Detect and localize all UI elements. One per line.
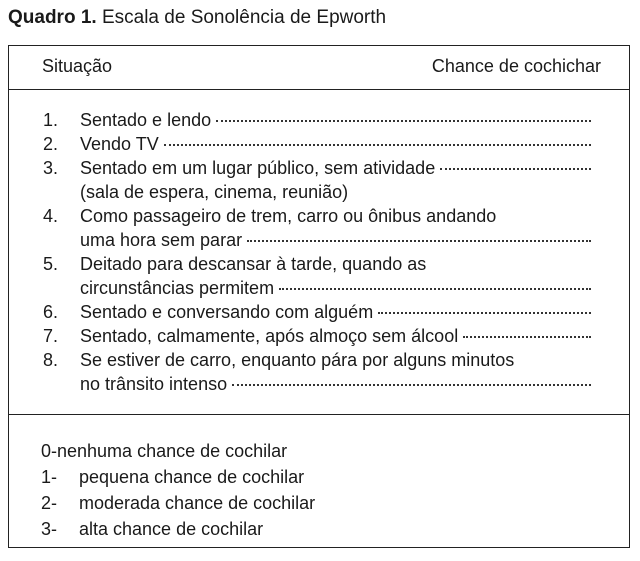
dot-leader	[279, 288, 591, 290]
legend-text: moderada chance de cochilar	[79, 493, 316, 513]
table-header	[9, 46, 629, 90]
legend-text: 0-nenhuma chance de cochilar	[41, 441, 288, 461]
situation-text: Sentado e lendo	[80, 110, 212, 130]
legend-item	[41, 516, 315, 542]
situation-text: Sentado em um lugar público, sem atividade	[80, 158, 436, 178]
dot-leader	[164, 144, 591, 146]
situation-text: Sentado, calmamente, após almoço sem álcool	[80, 326, 459, 346]
situation-text: uma hora sem parar	[80, 230, 243, 250]
legend-item	[41, 438, 315, 464]
situation-line	[80, 324, 591, 348]
header-chance: Chance de cochichar	[431, 56, 601, 76]
situation-body	[80, 156, 591, 204]
situation-item	[43, 324, 591, 348]
header-situation: Situação	[42, 56, 113, 76]
situation-number: 7.	[43, 326, 59, 346]
situation-text: Como passageiro de trem, carro ou ônibus andando	[80, 206, 497, 226]
situation-line	[80, 372, 591, 396]
situation-item	[43, 348, 591, 396]
situation-line	[80, 300, 591, 324]
situation-text: circunstâncias permitem	[80, 278, 275, 298]
dot-leader	[440, 168, 591, 170]
legend-number: 1-	[41, 467, 58, 487]
situations-section	[9, 90, 629, 415]
legend-item	[41, 490, 315, 516]
situation-number: 2.	[43, 134, 59, 154]
legend-number: 3-	[41, 519, 58, 539]
situation-body	[80, 108, 591, 132]
dot-leader	[247, 240, 591, 242]
situation-line	[80, 156, 591, 180]
caption-title: Escala de Sonolência de Epworth	[101, 7, 387, 28]
situation-text: Sentado e conversando com alguém	[80, 302, 374, 322]
legend-number: 2-	[41, 493, 58, 513]
situation-text: (sala de espera, cinema, reunião)	[80, 182, 349, 202]
situation-number: 6.	[43, 302, 59, 322]
situation-number: 5.	[43, 254, 59, 274]
situation-number: 4.	[43, 206, 59, 226]
dot-leader	[232, 384, 591, 386]
situation-body	[80, 348, 591, 396]
situation-item	[43, 156, 591, 204]
dot-leader	[378, 312, 591, 314]
situation-line	[80, 276, 591, 300]
situation-item	[43, 132, 591, 156]
table-caption	[8, 6, 386, 30]
dot-leader	[463, 336, 591, 338]
situation-body	[80, 300, 591, 324]
dot-leader	[216, 120, 591, 122]
situation-text: Deitado para descansar à tarde, quando as	[80, 254, 427, 274]
legend-text: alta chance de cochilar	[79, 519, 264, 539]
situation-line	[80, 108, 591, 132]
situation-body	[80, 132, 591, 156]
epworth-table	[8, 45, 630, 548]
situation-number: 3.	[43, 158, 59, 178]
situation-text: no trânsito intenso	[80, 374, 228, 394]
caption-label: Quadro 1.	[8, 7, 97, 28]
situation-text: Se estiver de carro, enquanto pára por alguns minutos	[80, 350, 515, 370]
legend-section	[9, 415, 629, 547]
situation-body	[80, 324, 591, 348]
situation-line	[80, 132, 591, 156]
situation-item	[43, 300, 591, 324]
situation-text: Vendo TV	[80, 134, 159, 154]
situation-number: 1.	[43, 110, 59, 130]
situation-item	[43, 204, 591, 252]
situation-body	[80, 252, 591, 300]
situation-body	[80, 204, 591, 252]
legend-item	[41, 464, 315, 490]
situation-line	[80, 228, 591, 252]
situation-list	[43, 108, 591, 396]
legend-list	[41, 438, 315, 542]
situation-item	[43, 108, 591, 132]
situation-item	[43, 252, 591, 300]
situation-number: 8.	[43, 350, 59, 370]
legend-text: pequena chance de cochilar	[79, 467, 305, 487]
